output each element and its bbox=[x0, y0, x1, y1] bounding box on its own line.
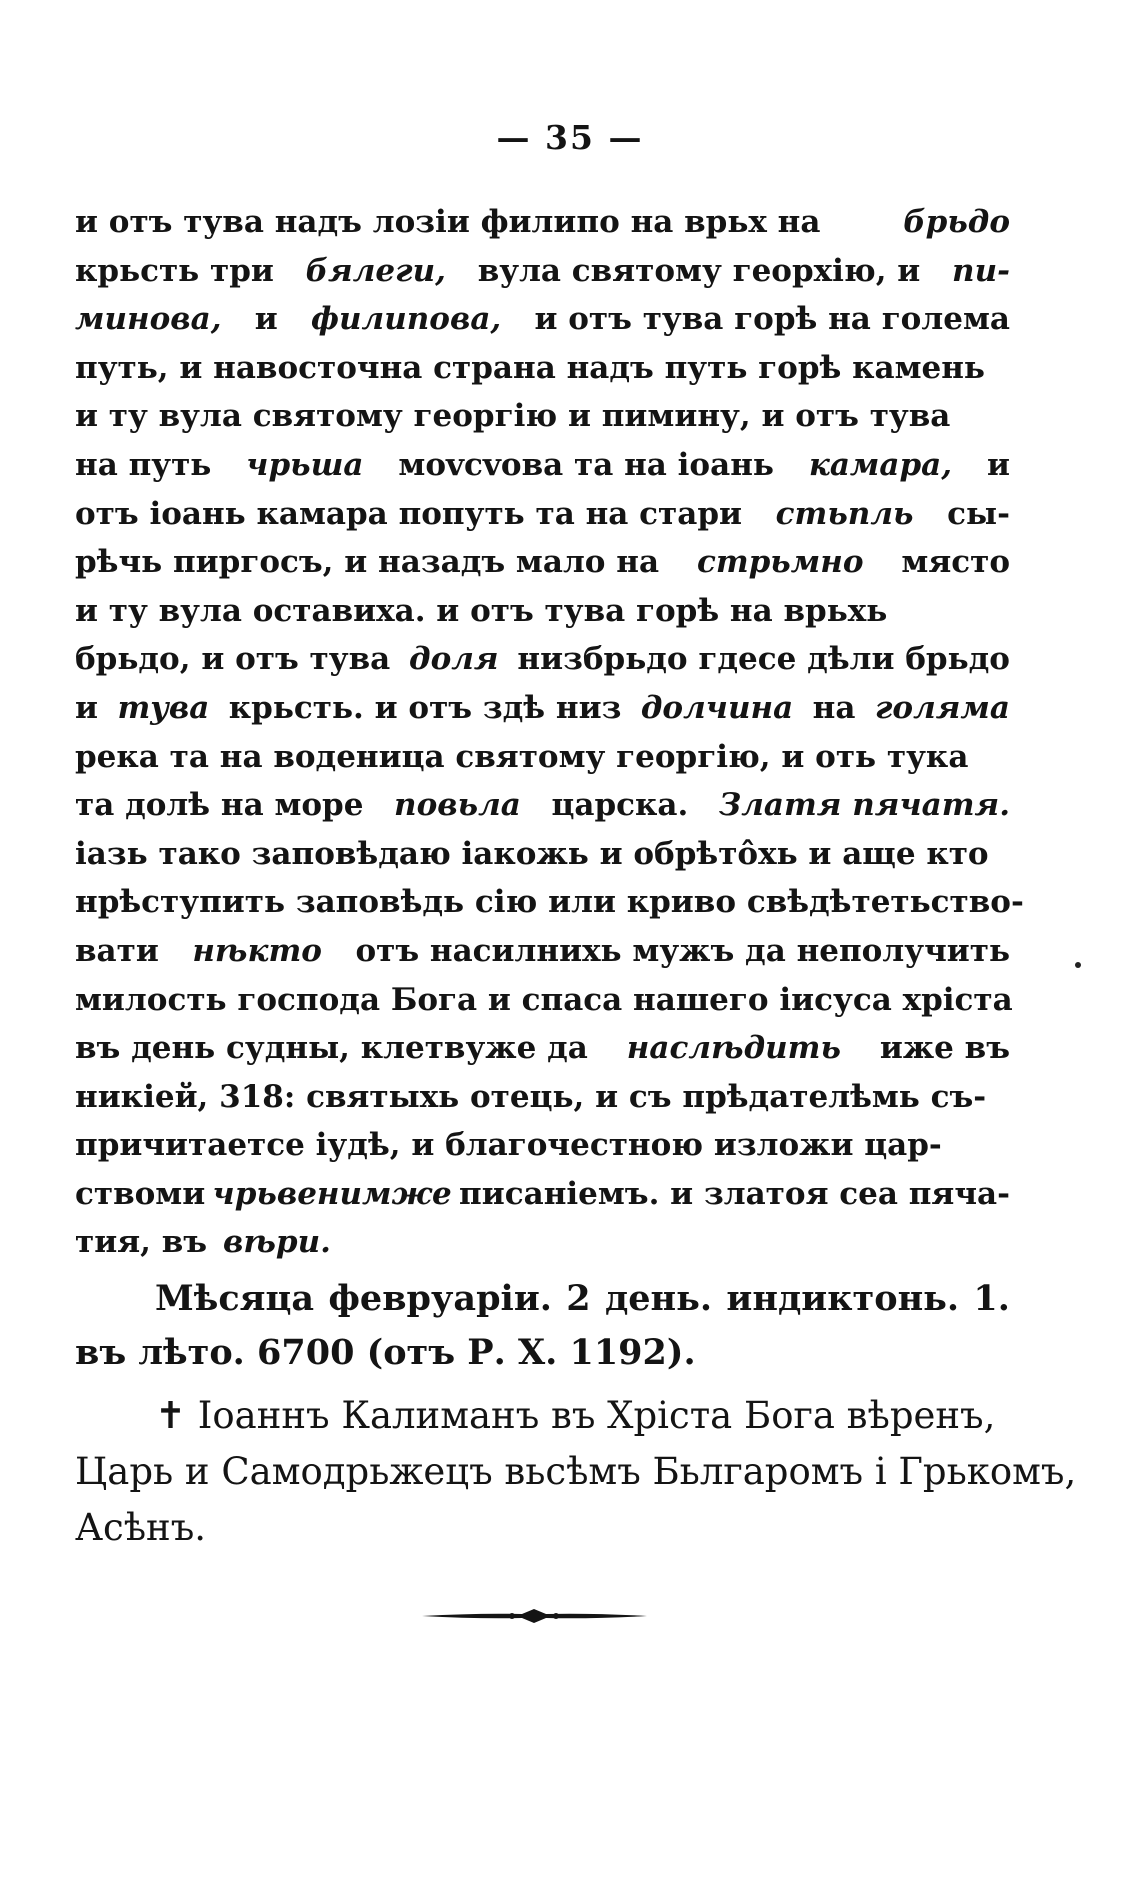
text-line bbox=[75, 1218, 1010, 1267]
text-segment: нрѣступить заповѣдь сію или криво свѣдѣтетьство- bbox=[75, 884, 1024, 921]
italic-text: камара, bbox=[808, 446, 953, 483]
text-line bbox=[75, 781, 1010, 830]
text-line bbox=[75, 441, 1010, 490]
text-line bbox=[75, 344, 1010, 393]
text-segment: и отъ тува надъ лозіи филипо на врьх на bbox=[75, 204, 821, 240]
text-line bbox=[75, 198, 1010, 247]
italic-text: вѣри. bbox=[223, 1224, 331, 1261]
signature-line: Асѣнъ. bbox=[75, 1506, 207, 1549]
italic-text: стьпль bbox=[775, 495, 914, 532]
text-line bbox=[75, 490, 1010, 539]
date-word: Мѣсяца bbox=[155, 1278, 315, 1319]
text-segment: място bbox=[901, 544, 1010, 581]
text-line bbox=[75, 1121, 1010, 1170]
text-line bbox=[75, 878, 1024, 927]
text-segment: въ день судны, клетвуже да bbox=[75, 1030, 588, 1067]
date-block bbox=[75, 1272, 1010, 1380]
text-segment: сы- bbox=[947, 495, 1010, 532]
text-segment: и bbox=[254, 301, 278, 338]
text-segment: вати bbox=[75, 932, 159, 969]
text-line bbox=[75, 733, 1010, 782]
text-line bbox=[75, 1073, 1010, 1122]
italic-text: повьла bbox=[394, 787, 521, 824]
text-segment: и bbox=[75, 689, 98, 726]
italic-text: чрьвенимже bbox=[212, 1175, 452, 1212]
text-segment: милость господа Бога и спаса нашего іисуса хріста bbox=[75, 981, 1013, 1018]
date-line bbox=[75, 1272, 1010, 1326]
text-segment: рѣчь пиргосъ, и назадъ мало на bbox=[75, 544, 660, 581]
text-segment: река та на воденица святому георгію, и оть тука bbox=[75, 738, 969, 775]
text-segment: царска. bbox=[551, 787, 689, 824]
text-segment: путь, и навосточна страна надъ путь горѣ камень bbox=[75, 349, 985, 386]
text-segment: на путь bbox=[75, 446, 212, 483]
text-segment: и ту вула святому георгію и пимину, и отъ тува bbox=[75, 398, 951, 435]
text-segment: причитаетсе іудѣ, и благочестною изложи цар- bbox=[75, 1127, 942, 1164]
text-line bbox=[75, 392, 1010, 441]
signature-line: Царь и Самодрьжецъ вьсѣмъ Бьлгаромъ і Грькомъ, bbox=[75, 1450, 1077, 1493]
text-line bbox=[75, 684, 1010, 733]
signature-line: ✝ Іоаннъ Калиманъ въ Хріста Бога вѣренъ, bbox=[155, 1394, 996, 1437]
italic-text: голяма bbox=[874, 689, 1010, 726]
italic-text: тува bbox=[117, 689, 210, 726]
text-line bbox=[75, 976, 1013, 1025]
italic-text: брьдо bbox=[903, 204, 1010, 240]
text-line bbox=[75, 1170, 1010, 1219]
italic-text: бялеги, bbox=[305, 252, 446, 289]
date-word: 2 bbox=[566, 1278, 591, 1319]
text-segment: и отъ тува горѣ на голема bbox=[534, 301, 1010, 338]
text-line bbox=[75, 247, 1010, 296]
text-segment: и ту вула оставиха. и отъ тува горѣ на врьхь bbox=[75, 592, 888, 629]
italic-text: минова, bbox=[75, 301, 222, 338]
text-line bbox=[75, 830, 1010, 879]
text-segment: крьсть три bbox=[75, 252, 274, 289]
text-segment: отъ насилнихь мужъ да неполучить bbox=[355, 932, 1010, 969]
text-segment: та долѣ на море bbox=[75, 787, 364, 824]
text-line bbox=[75, 1024, 1010, 1073]
date-word: индиктонь. bbox=[726, 1278, 960, 1319]
text-segment: иже въ bbox=[879, 1030, 1010, 1067]
text-line bbox=[75, 295, 1010, 344]
charter-body-text bbox=[75, 198, 1024, 1267]
decorative-rule-icon bbox=[422, 1606, 647, 1626]
text-line bbox=[75, 635, 1010, 684]
italic-text: наслѣдить bbox=[626, 1030, 841, 1067]
text-line bbox=[75, 587, 1010, 636]
text-segment: моvсvова та на іоань bbox=[398, 446, 774, 483]
italic-text: стрьмно bbox=[696, 544, 864, 581]
text-segment: на bbox=[812, 689, 856, 726]
text-segment: низбрьдо гдесе дѣли брьдо bbox=[517, 641, 1010, 678]
text-segment: вула святому георхію, и bbox=[477, 252, 921, 289]
signature-block bbox=[75, 1388, 1077, 1556]
italic-text: долчина bbox=[640, 689, 794, 726]
text-segment: ствоми bbox=[75, 1175, 206, 1212]
italic-text: чрьша bbox=[246, 446, 364, 483]
italic-text: Златя пячатя. bbox=[718, 787, 1010, 824]
text-segment: и bbox=[986, 446, 1010, 483]
text-segment: крьсть. и отъ здѣ низ bbox=[228, 689, 622, 726]
text-segment: отъ іоань камара попуть та на стари bbox=[75, 495, 742, 532]
text-line bbox=[75, 538, 1010, 587]
date-word: февруаріи. bbox=[328, 1278, 552, 1319]
text-segment: писаніемъ. и златоя сеа пяча- bbox=[459, 1175, 1010, 1212]
text-segment: тия, въ bbox=[75, 1224, 208, 1261]
italic-text: филипова, bbox=[311, 301, 502, 338]
italic-text: пи- bbox=[952, 252, 1010, 289]
page-number: — 35 — bbox=[496, 118, 644, 157]
italic-text: доля bbox=[409, 641, 499, 678]
date-word: 1. bbox=[973, 1278, 1010, 1319]
text-segment: іазь тако заповѣдаю іакожь и обрѣтôхь и аще кто bbox=[75, 835, 989, 872]
ink-speck bbox=[1075, 962, 1081, 968]
text-segment: брьдо, и отъ тува bbox=[75, 641, 391, 678]
text-segment: никіей, 318: святыхь отець, и съ прѣдателѣмь съ- bbox=[75, 1078, 987, 1115]
text-line bbox=[75, 927, 1010, 976]
italic-text: нѣкто bbox=[192, 932, 322, 969]
date-word: день. bbox=[604, 1278, 713, 1319]
date-line: въ лѣто. 6700 (отъ Р. Х. 1192). bbox=[75, 1332, 696, 1373]
